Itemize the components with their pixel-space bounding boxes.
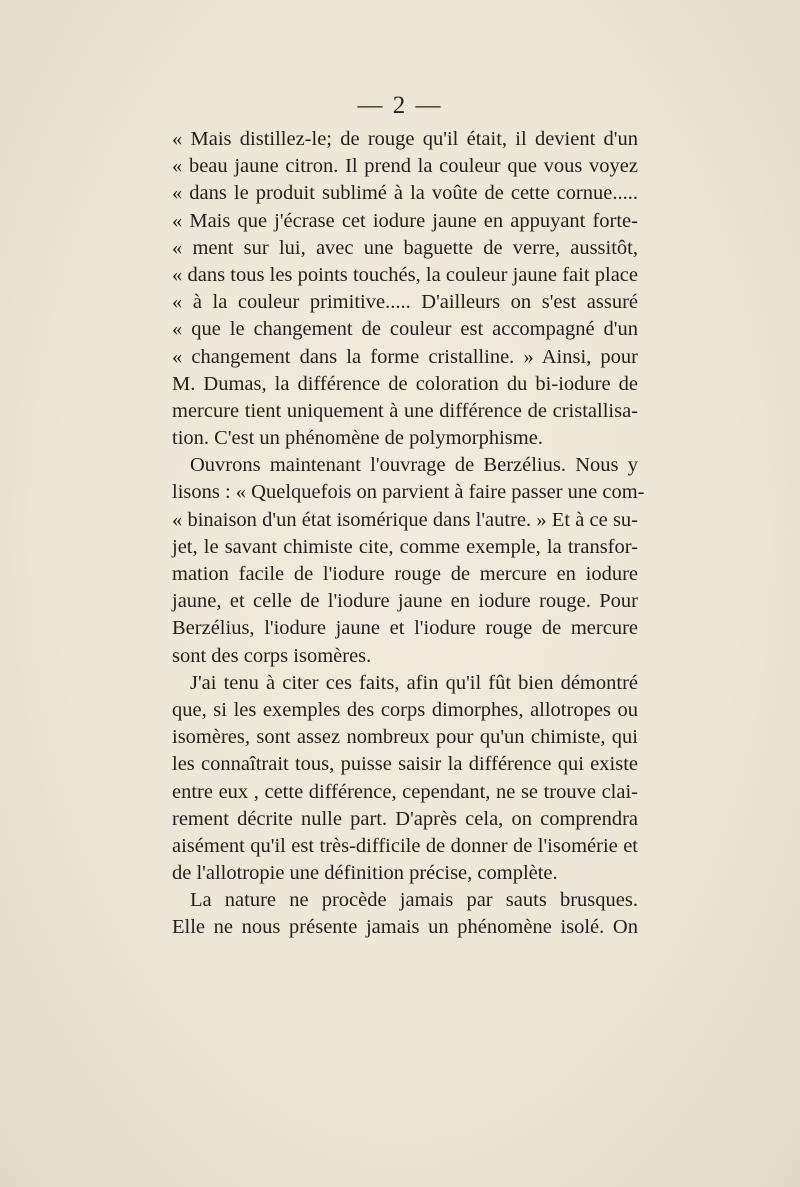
text-line: Berzélius, l'iodure jaune et l'iodure rouge de mercure [172,617,638,640]
text-line: lisons : « Quelquefois on parvient à faire passer une com- [172,481,645,504]
text-line: rement décrite nulle part. D'après cela, on comprendra [172,807,638,830]
text-line: mation facile de l'iodure rouge de mercure en iodure [172,563,638,585]
text-line: « dans le produit sublimé à la voûte de cette cornue..... [172,182,638,205]
text-line: « dans tous les points touchés, la couleur jaune fait place [172,263,638,286]
body-text [172,126,645,942]
text-line: La nature ne procède jamais par sauts brusques. [190,889,638,912]
text-line: J'ai tenu à citer ces faits, afin qu'il fût bien démontré [190,671,638,694]
text-line: entre eux , cette différence, cependant, ne se trouve clai- [172,780,638,803]
text-line: « que le changement de couleur est accompagné d'un [172,318,638,341]
text-line: « ment sur lui, avec une baguette de verre, aussitôt, [172,236,638,259]
text-line: jaune, et celle de l'iodure jaune en iodure rouge. Pour [172,590,638,613]
text-line: Elle ne nous présente jamais un phénomène isolé. On [172,916,638,939]
text-line: « binaison d'un état isomérique dans l'autre. » Et à ce su- [172,508,638,531]
text-line: que, si les exemples des corps dimorphes, allotropes ou [172,698,638,721]
text-line: les connaîtrait tous, puisse saisir la différence qui existe [172,753,638,776]
text-line: mercure tient uniquement à une différence de cristallisa- [172,399,638,422]
text-line: « changement dans la forme cristalline. » Ainsi, pour [172,345,638,368]
text-line: « Mais que j'écrase cet iodure jaune en appuyant forte- [172,209,638,232]
text-line: M. Dumas, la différence de coloration du bi-iodure de [172,372,638,395]
text-line: « beau jaune citron. Il prend la couleur que vous voyez [172,155,638,178]
text-line: de l'allotropie une définition précise, complète. [172,862,558,885]
text-line: aisément qu'il est très-difficile de donner de l'isomérie et [172,834,638,857]
text-line: isomères, sont assez nombreux pour qu'un chimiste, qui [172,726,638,749]
text-line: sont des corps isomères. [172,644,372,667]
text-line: « à la couleur primitive..... D'ailleurs on s'est assuré [172,291,638,314]
page-number: — 2 — [357,92,443,119]
text-line: « Mais distillez-le; de rouge qu'il était, il devient d'un [172,128,638,150]
text-line: jet, le savant chimiste cite, comme exemple, la transfor- [172,535,638,558]
text-line: Ouvrons maintenant l'ouvrage de Berzélius. Nous y [190,454,638,477]
text-line: tion. C'est un phénomène de polymorphisme. [172,427,543,450]
